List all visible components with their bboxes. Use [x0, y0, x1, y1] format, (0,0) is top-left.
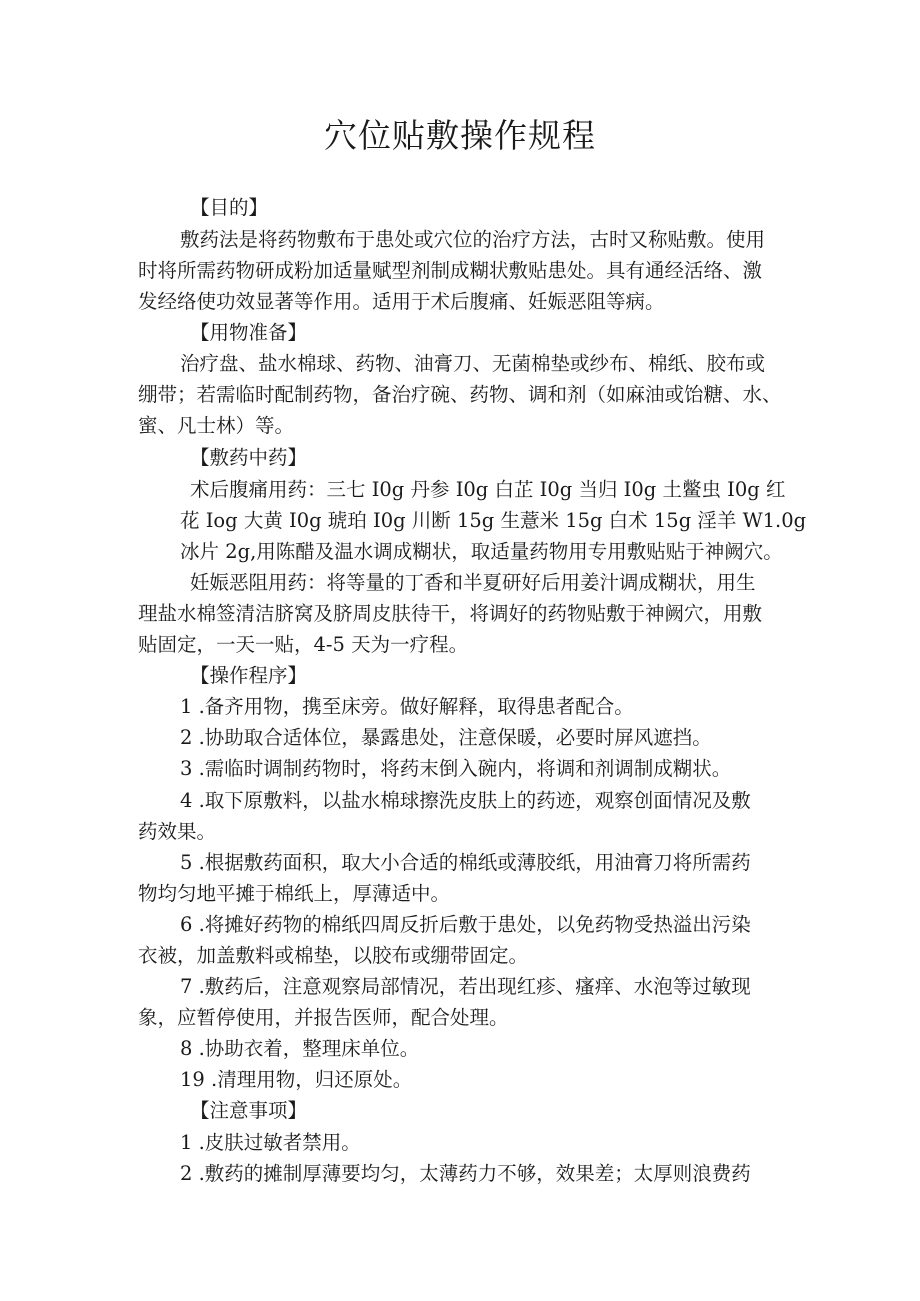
section-heading-purpose: 【目的】 [190, 196, 269, 219]
paragraph-line: 理盐水棉签清洁脐窝及脐周皮肤待干，将调好的药物贴敷于神阙穴，用敷 [138, 602, 763, 625]
paragraph-line: 花 Iog 大黄 I0g 琥珀 I0g 川断 15g 生薏米 15g 白术 15g 淫羊 W1.0g [180, 509, 807, 532]
page-title: 穴位贴敷操作规程 [324, 116, 596, 155]
paragraph-line: 贴固定，一天一贴，4-5 天为一疗程。 [138, 633, 469, 656]
list-item: 3 .需临时调制药物时，将药末倒入碗内，将调和剂调制成糊状。 [180, 757, 732, 780]
list-item: 4 .取下原敷料，以盐水棉球擦洗皮肤上的药迹，观察创面情况及敷 [180, 789, 751, 812]
paragraph-line: 敷药法是将药物敷布于患处或穴位的治疗方法，古时又称贴敷。使用 [180, 228, 766, 251]
paragraph-line: 治疗盘、盐水棉球、药物、油膏刀、无菌棉垫或纱布、棉纸、胶布或 [180, 352, 766, 375]
section-heading-notes: 【注意事项】 [190, 1099, 308, 1122]
list-item: 6 .将摊好药物的棉纸四周反折后敷于患处，以免药物受热溢出污染 [180, 913, 751, 936]
list-item: 8 .协助衣着，整理床单位。 [180, 1037, 420, 1060]
list-item: 象，应暂停使用，并报告医师，配合处理。 [138, 1006, 509, 1029]
paragraph-line: 术后腹痛用药：三七 I0g 丹参 I0g 白芷 I0g 当归 I0g 土鳖虫 I0g 红 [190, 478, 786, 501]
list-item: 19 .清理用物，归还原处。 [180, 1068, 413, 1091]
list-item: 5 .根据敷药面积，取大小合适的棉纸或薄胶纸，用油膏刀将所需药 [180, 851, 751, 874]
paragraph-line: 时将所需药物研成粉加适量赋型剂制成糊状敷贴患处。具有通经活络、激 [138, 259, 763, 282]
list-item: 2 .协助取合适体位，暴露患处，注意保暖，必要时屏风遮挡。 [180, 726, 712, 749]
paragraph-line: 妊娠恶阻用药：将等量的丁香和半夏研好后用姜汁调成糊状，用生 [190, 571, 756, 594]
list-item: 7 .敷药后，注意观察局部情况，若出现红疹、瘙痒、水泡等过敏现 [180, 975, 751, 998]
list-item: 1 .备齐用物，携至床旁。做好解释，取得患者配合。 [180, 695, 634, 718]
paragraph-line: 发经络使功效显著等作用。适用于术后腹痛、妊娠恶阻等病。 [138, 290, 665, 313]
paragraph-line: 冰片 2g,用陈醋及温水调成糊状，取适量药物用专用敷贴贴于神阙穴。 [180, 540, 783, 563]
section-heading-materials: 【用物准备】 [190, 321, 308, 344]
paragraph-line: 蜜、凡士林）等。 [138, 414, 295, 437]
section-heading-medicine: 【敷药中药】 [190, 446, 308, 469]
list-item: 物均匀地平摊于棉纸上，厚薄适中。 [138, 882, 451, 905]
list-item: 2 .敷药的摊制厚薄要均匀，太薄药力不够，效果差；太厚则浪费药 [180, 1162, 751, 1185]
list-item: 衣被，加盖敷料或棉垫，以胶布或绷带固定。 [138, 944, 529, 967]
list-item: 1 .皮肤过敏者禁用。 [180, 1131, 361, 1154]
paragraph-line: 绷带；若需临时配制药物，备治疗碗、药物、调和剂（如麻油或饴糖、水、 [138, 383, 782, 406]
list-item: 药效果。 [138, 820, 217, 843]
section-heading-procedure: 【操作程序】 [190, 664, 308, 687]
